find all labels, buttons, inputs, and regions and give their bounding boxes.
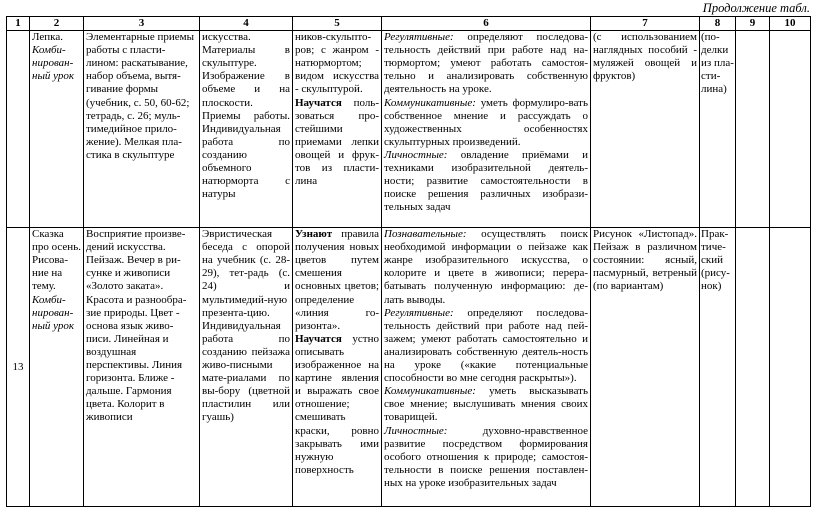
concepts-keyword: Узнают	[295, 228, 333, 241]
col9-cell	[736, 31, 770, 228]
materials-cell: (с использованием наглядных пособий - муляжей овощей и фруктов)	[591, 31, 700, 228]
lesson-plan-table	[6, 16, 811, 507]
uud-text: определяют последова-тельность действий при работе над пей-зажем; умеют работать самостоятельно и анализировать собственную деятель-ность на уроке («какие потенциальные способности во мне сегодня раскрыты»).	[384, 306, 588, 385]
concepts-text: ников-скульпто-ров; с жанром - натюрмортом; видом искусства - скульптурой.	[295, 31, 379, 96]
col-header-1: 1	[7, 17, 30, 31]
uud-item	[384, 425, 588, 490]
uud-label: Регулятивные:	[384, 31, 454, 44]
lesson-type: Комби-нирован-ный урок	[32, 44, 75, 83]
materials-cell: Рисунок «Листопад». Пейзаж в различном состоянии: ясный, пасмурный, ветреный (по вариантам)	[591, 228, 700, 507]
concepts-text: устно описывать изображенное на картине явления и выражать свое отношение; смешивать краски, ровно закрывать ими нужную поверхность	[295, 332, 379, 476]
col-header-6: 6	[382, 17, 591, 31]
uud-label: Личностные:	[384, 148, 448, 161]
uud-label: Познавательные:	[384, 228, 467, 241]
uud-label: Коммуникативные:	[384, 385, 476, 398]
uud-item	[384, 31, 588, 96]
continuation-label: Продолжение табл.	[702, 1, 810, 15]
concepts-text: правила получения новых цветов путем смешения основных цветов; определение «линия го-ризонта».	[295, 228, 379, 332]
uud-item	[384, 228, 588, 307]
problems-cell: Эвристическая беседа с опорой на учебник (с. 28-29), тет-радь (с. 24) и мультимедий-ную презента-цию. Индивидуальная работа по созданию пейзажа живо-писными мате-риалами по вы-бору (цветной пластилин или гуашь)	[200, 228, 293, 507]
uud-label: Регулятивные:	[384, 306, 454, 319]
header-row	[7, 17, 811, 31]
col-header-3: 3	[84, 17, 200, 31]
concepts-keyword: Научатся	[295, 332, 342, 345]
table-row	[7, 31, 811, 228]
content-cell: Элементарные приемы работы с пласти-лином: раскатывание, набор объема, вытя-гивание формы (учебник, с. 50, 60-62; тетрадь, с. 26; муль-тимедийное прило-жение). Мелкая пла-стика в скульптуре	[84, 31, 200, 228]
lesson-type: Комби-нирован-ный урок	[32, 293, 75, 332]
concepts-keyword: Научатся	[295, 96, 342, 109]
concepts-cell	[293, 31, 382, 228]
uud-text: осуществлять поиск необходимой информации о пейзаже как жанре изобразительного искусства, о колорите и цвете в живописи; перера-батывать полученную информацию: де-лать выводы.	[384, 228, 588, 306]
col-header-2: 2	[30, 17, 84, 31]
concepts-text: поль-зоваться про-стейшими приемами лепки овощей и фрук-тов из пласти-лина	[295, 96, 379, 188]
col-header-5: 5	[293, 17, 382, 31]
uud-text: овладение приёмами и техниками изобразительной деятель-ности; развитие самостоятельности в поиске решения различных изобрази-тельных задач	[384, 148, 588, 214]
table-row	[7, 228, 811, 507]
uud-item	[384, 97, 588, 149]
homework-cell: Прак-тиче-ский (рису-нок)	[700, 228, 736, 507]
col10-cell	[770, 228, 811, 507]
row-number: 13	[7, 228, 30, 507]
lesson-title: Сказка про осень. Рисова-ние на тему.	[32, 228, 81, 293]
col-header-8: 8	[700, 17, 736, 31]
col9-cell	[736, 228, 770, 507]
lesson-cell	[30, 31, 84, 228]
row-number	[7, 31, 30, 228]
col10-cell	[770, 31, 811, 228]
col-header-7: 7	[591, 17, 700, 31]
uud-item	[384, 385, 588, 424]
col-header-4: 4	[200, 17, 293, 31]
uud-text: духовно-нравственное развитие посредством формирования особого отношения к природе; самостоя-тельности в поиске решения поставлен-ных на уроке изобразительных задач	[384, 424, 588, 489]
homework-cell: (по-делки из пла-сти-лина)	[700, 31, 736, 228]
uud-text: определяют последова-тельность действий при работе над на-тюрмортом; умеют работать самостоя-тельно и анализировать собственную деятельность на уроке.	[384, 31, 588, 96]
lesson-title: Лепка.	[32, 31, 63, 44]
uud-cell	[382, 31, 591, 228]
uud-cell	[382, 228, 591, 507]
uud-label: Личностные:	[384, 424, 448, 437]
problems-cell: искусства. Материалы в скульптуре. Изображение в объеме и на плоскости. Приемы работы. Индивидуальная работа по созданию объемного натюрморта с натуры	[200, 31, 293, 228]
concepts-cell	[293, 228, 382, 507]
col-header-10: 10	[770, 17, 811, 31]
lesson-cell	[30, 228, 84, 507]
uud-text: уметь высказывать свое мнение; выслушивать мнения своих товарищей.	[384, 385, 588, 424]
uud-item	[384, 307, 588, 386]
col-header-9: 9	[736, 17, 770, 31]
uud-text: уметь формулиро-вать собственное мнение и рассуждать о художественных особенностях скульптурных произведений.	[384, 96, 588, 148]
uud-label: Коммуникативные:	[384, 96, 476, 109]
content-cell: Восприятие произве-дений искусства. Пейзаж. Вечер в ри-сунке и живописи «Золото заката». Красота и разнообра-зие природы. Цвет - основа язык живо-писи. Линейная и воздушная перспективы. Линия горизонта. Ближе - дальше. Гармония цвета. Колорит в живописи	[84, 228, 200, 507]
uud-item	[384, 149, 588, 214]
